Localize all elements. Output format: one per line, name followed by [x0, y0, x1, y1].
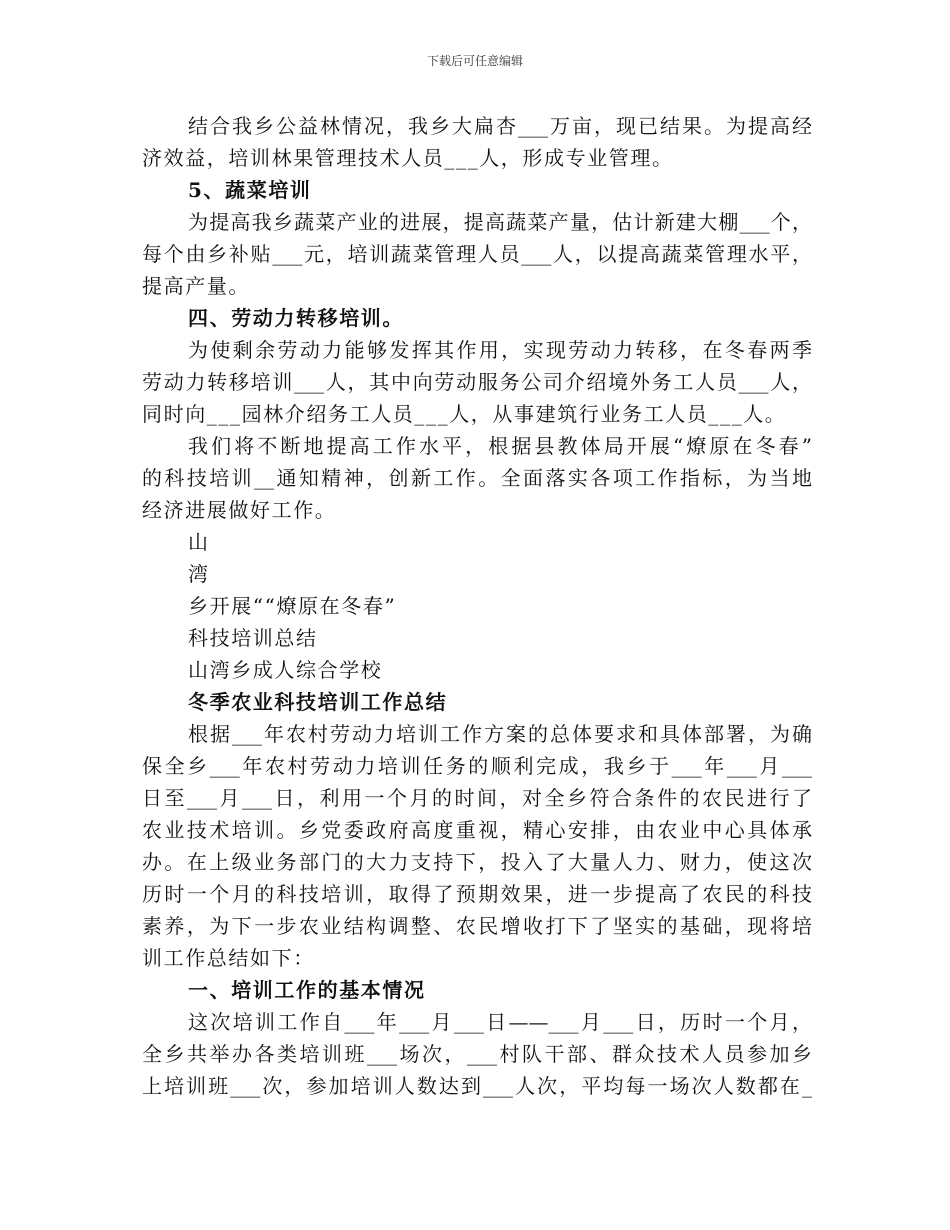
text-line: 每个由乡补贴___元，培训蔬菜管理人员___人，以提高蔬菜管理水平， — [142, 242, 812, 266]
text-line: 这次培训工作自___年___月___日——___月___日，历时一个月， — [188, 1010, 812, 1034]
text-line: 为使剩余劳动力能够发挥其作用，实现劳动力转移，在冬春两季 — [188, 338, 812, 362]
text-line: 农业技术培训。乡党委政府高度重视，精心安排，由农业中心具体承 — [142, 818, 812, 842]
text-line: 结合我乡公益林情况，我乡大扁杏___万亩，现已结果。为提高经 — [188, 114, 812, 138]
text-line: 历时一个月的科技培训，取得了预期效果，进一步提高了农民的科技 — [142, 882, 812, 906]
text-line: 经济进展做好工作。 — [142, 498, 337, 522]
text-line: 上培训班___次，参加培训人数达到___人次，平均每一场次人数都在_ — [142, 1074, 812, 1098]
text-line: 日至___月___日，利用一个月的时间，对全乡符合条件的农民进行了 — [142, 786, 812, 810]
text-line: 素养，为下一步农业结构调整、农民增收打下了坚实的基础，现将培 — [142, 914, 812, 938]
text-line: 训工作总结如下： — [142, 946, 315, 970]
text-line: 提高产量。 — [142, 274, 250, 298]
section-heading: 四、劳动力转移培训。 — [188, 306, 404, 330]
document-body — [142, 110, 812, 1102]
text-line: 保全乡___年农村劳动力培训任务的顺利完成，我乡于___年___月___ — [142, 754, 812, 778]
text-line: 办。在上级业务部门的大力支持下，投入了大量人力、财力，使这次 — [142, 850, 812, 874]
text-line: 山湾乡成人综合学校 — [188, 658, 383, 682]
text-line: 劳动力转移培训___人，其中向劳动服务公司介绍境外务工人员___人， — [142, 370, 812, 394]
text-line: 科技培训总结 — [188, 626, 318, 650]
text-line: 全乡共举办各类培训班___场次，___村队干部、群众技术人员参加乡 — [142, 1042, 812, 1066]
text-line: 同时向___园林介绍务工人员___人，从事建筑行业务工人员___人。 — [142, 402, 787, 426]
text-line: 的科技培训__通知精神，创新工作。全面落实各项工作指标，为当地 — [142, 466, 812, 490]
page-header: 下载后可任意编辑 — [426, 54, 523, 68]
text-line: 济效益，培训林果管理技术人员___人，形成专业管理。 — [142, 146, 674, 170]
text-line: 为提高我乡蔬菜产业的进展，提高蔬菜产量，估计新建大棚___个， — [188, 210, 812, 234]
text-line: 乡开展““燎原在冬春” — [188, 594, 397, 618]
text-line: 湾 — [188, 562, 210, 586]
section-heading: 5、蔬菜培训 — [188, 178, 312, 202]
section-heading: 冬季农业科技培训工作总结 — [188, 690, 448, 714]
section-heading: 一、培训工作的基本情况 — [188, 978, 426, 1002]
text-line: 我们将不断地提高工作水平，根据县教体局开展“燎原在冬春” — [188, 434, 812, 458]
text-line: 根据___年农村劳动力培训工作方案的总体要求和具体部署，为确 — [188, 722, 812, 746]
text-line: 山 — [188, 530, 210, 554]
